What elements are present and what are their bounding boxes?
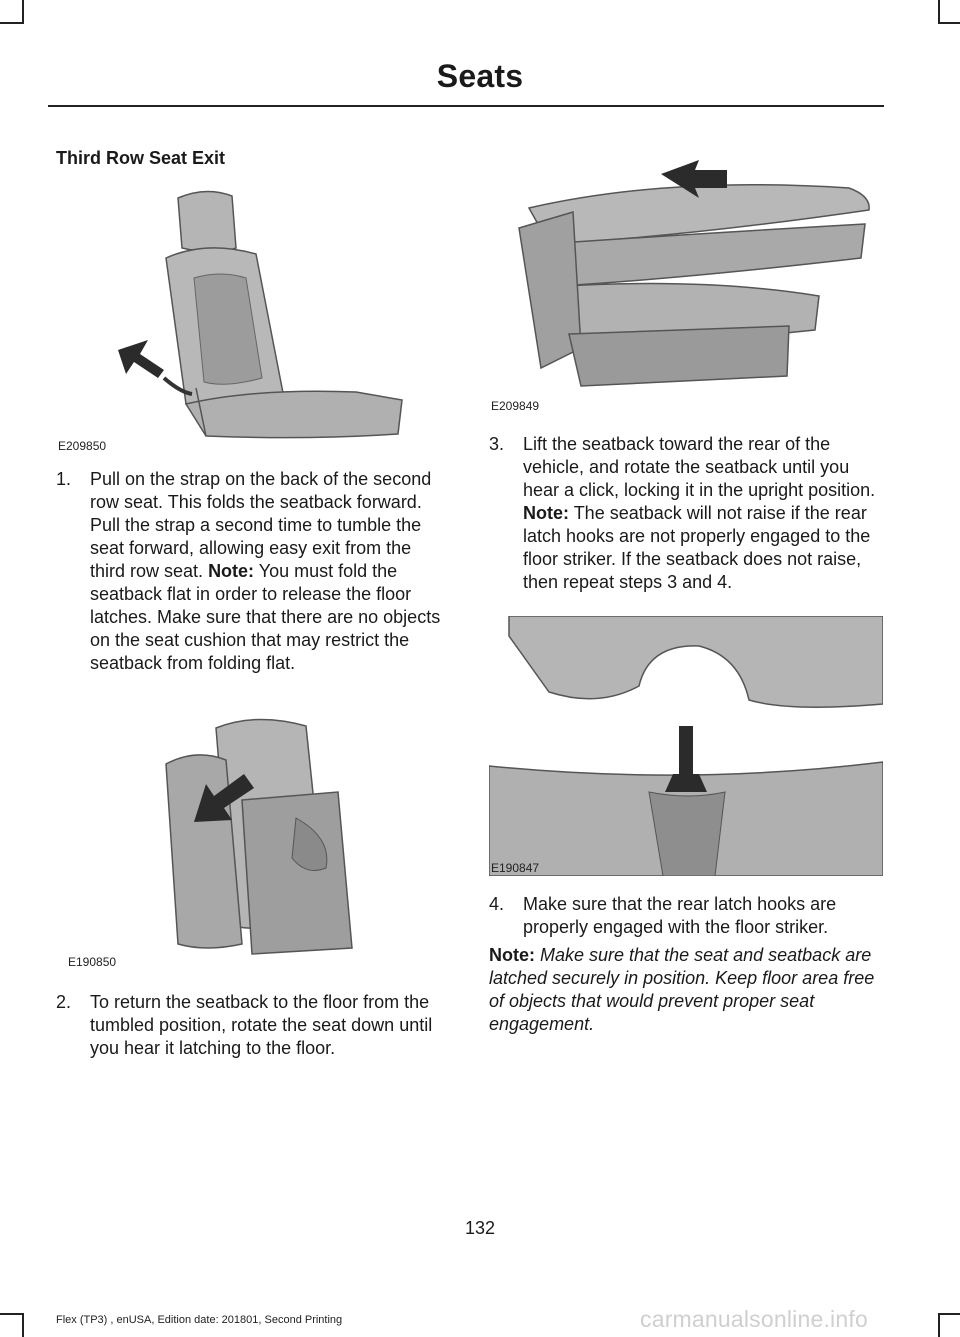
crop-mark <box>0 1313 24 1315</box>
crop-mark <box>938 0 940 24</box>
step-text: To return the seatback to the floor from the tumbled position, rotate the seat down until you hear it latching to the floor. <box>90 992 433 1058</box>
note-label: Note: <box>208 561 255 581</box>
seat-strap-illustration <box>56 178 410 456</box>
section-heading: Third Row Seat Exit <box>56 148 226 168</box>
step-3 <box>489 433 885 594</box>
step-text: Lift the seatback toward the rear of the vehicle, and rotate the seatback until you hear a click, locking it in the upright position. Note: The seatback will not raise if the rear latch hooks are not properly engaged to the floor striker. If the seatback does not raise, then repeat steps 3 and 4. <box>523 434 876 592</box>
crop-mark <box>22 0 24 24</box>
footer-text: Flex (TP3) , enUSA, Edition date: 201801, Second Printing <box>56 1314 343 1326</box>
arrow-icon <box>665 726 707 792</box>
watermark: carmanualsonline.info <box>640 1306 868 1332</box>
figure-seat-strap <box>56 178 410 456</box>
figure-code: E209850 <box>58 439 107 453</box>
note-block <box>489 944 885 1036</box>
step-number: 3. <box>489 434 505 454</box>
arrow-icon <box>118 340 164 378</box>
step-1 <box>56 468 448 675</box>
note-label: Note: <box>489 945 535 965</box>
figure-tumbled-seat <box>56 708 410 970</box>
crop-mark <box>938 1313 940 1337</box>
step-2 <box>56 991 448 1060</box>
crop-mark <box>0 22 24 24</box>
figure-code: E209849 <box>491 399 540 413</box>
step-number: 2. <box>56 992 72 1012</box>
crop-mark <box>938 22 960 24</box>
step-text: Pull on the strap on the back of the second row seat. This folds the seatback forward. Pull the strap a second time to tumble the seat forward, allowing easy exit from the third row seat. Note: You must fold the seatback flat in order to release the floor latches. Make sure that there are no objects on the seat cushion that may restrict the seatback from folding flat. <box>90 469 441 673</box>
latch-hook-illustration <box>489 616 883 876</box>
note-label: Note: <box>523 503 569 523</box>
step-number: 1. <box>56 469 72 489</box>
figure-latch-hook <box>489 616 883 876</box>
step-4 <box>489 893 885 939</box>
note-text: Make sure that the seat and seatback are latched securely in position. Keep floor area free of objects that would prevent proper seat engagement. <box>489 945 875 1034</box>
tumbled-seat-illustration <box>56 708 410 970</box>
seatback-rotate-illustration <box>489 148 883 416</box>
crop-mark <box>22 1313 24 1337</box>
crop-mark <box>938 1313 960 1315</box>
page-number: 132 <box>464 1218 496 1238</box>
page-title: Seats <box>436 58 524 94</box>
step-text: Make sure that the rear latch hooks are properly engaged with the floor striker. <box>523 894 837 937</box>
figure-seatback-rotate <box>489 148 883 416</box>
figure-code: E190850 <box>68 955 117 969</box>
header-divider <box>48 105 884 107</box>
step-number: 4. <box>489 894 505 914</box>
figure-code: E190847 <box>491 861 540 875</box>
